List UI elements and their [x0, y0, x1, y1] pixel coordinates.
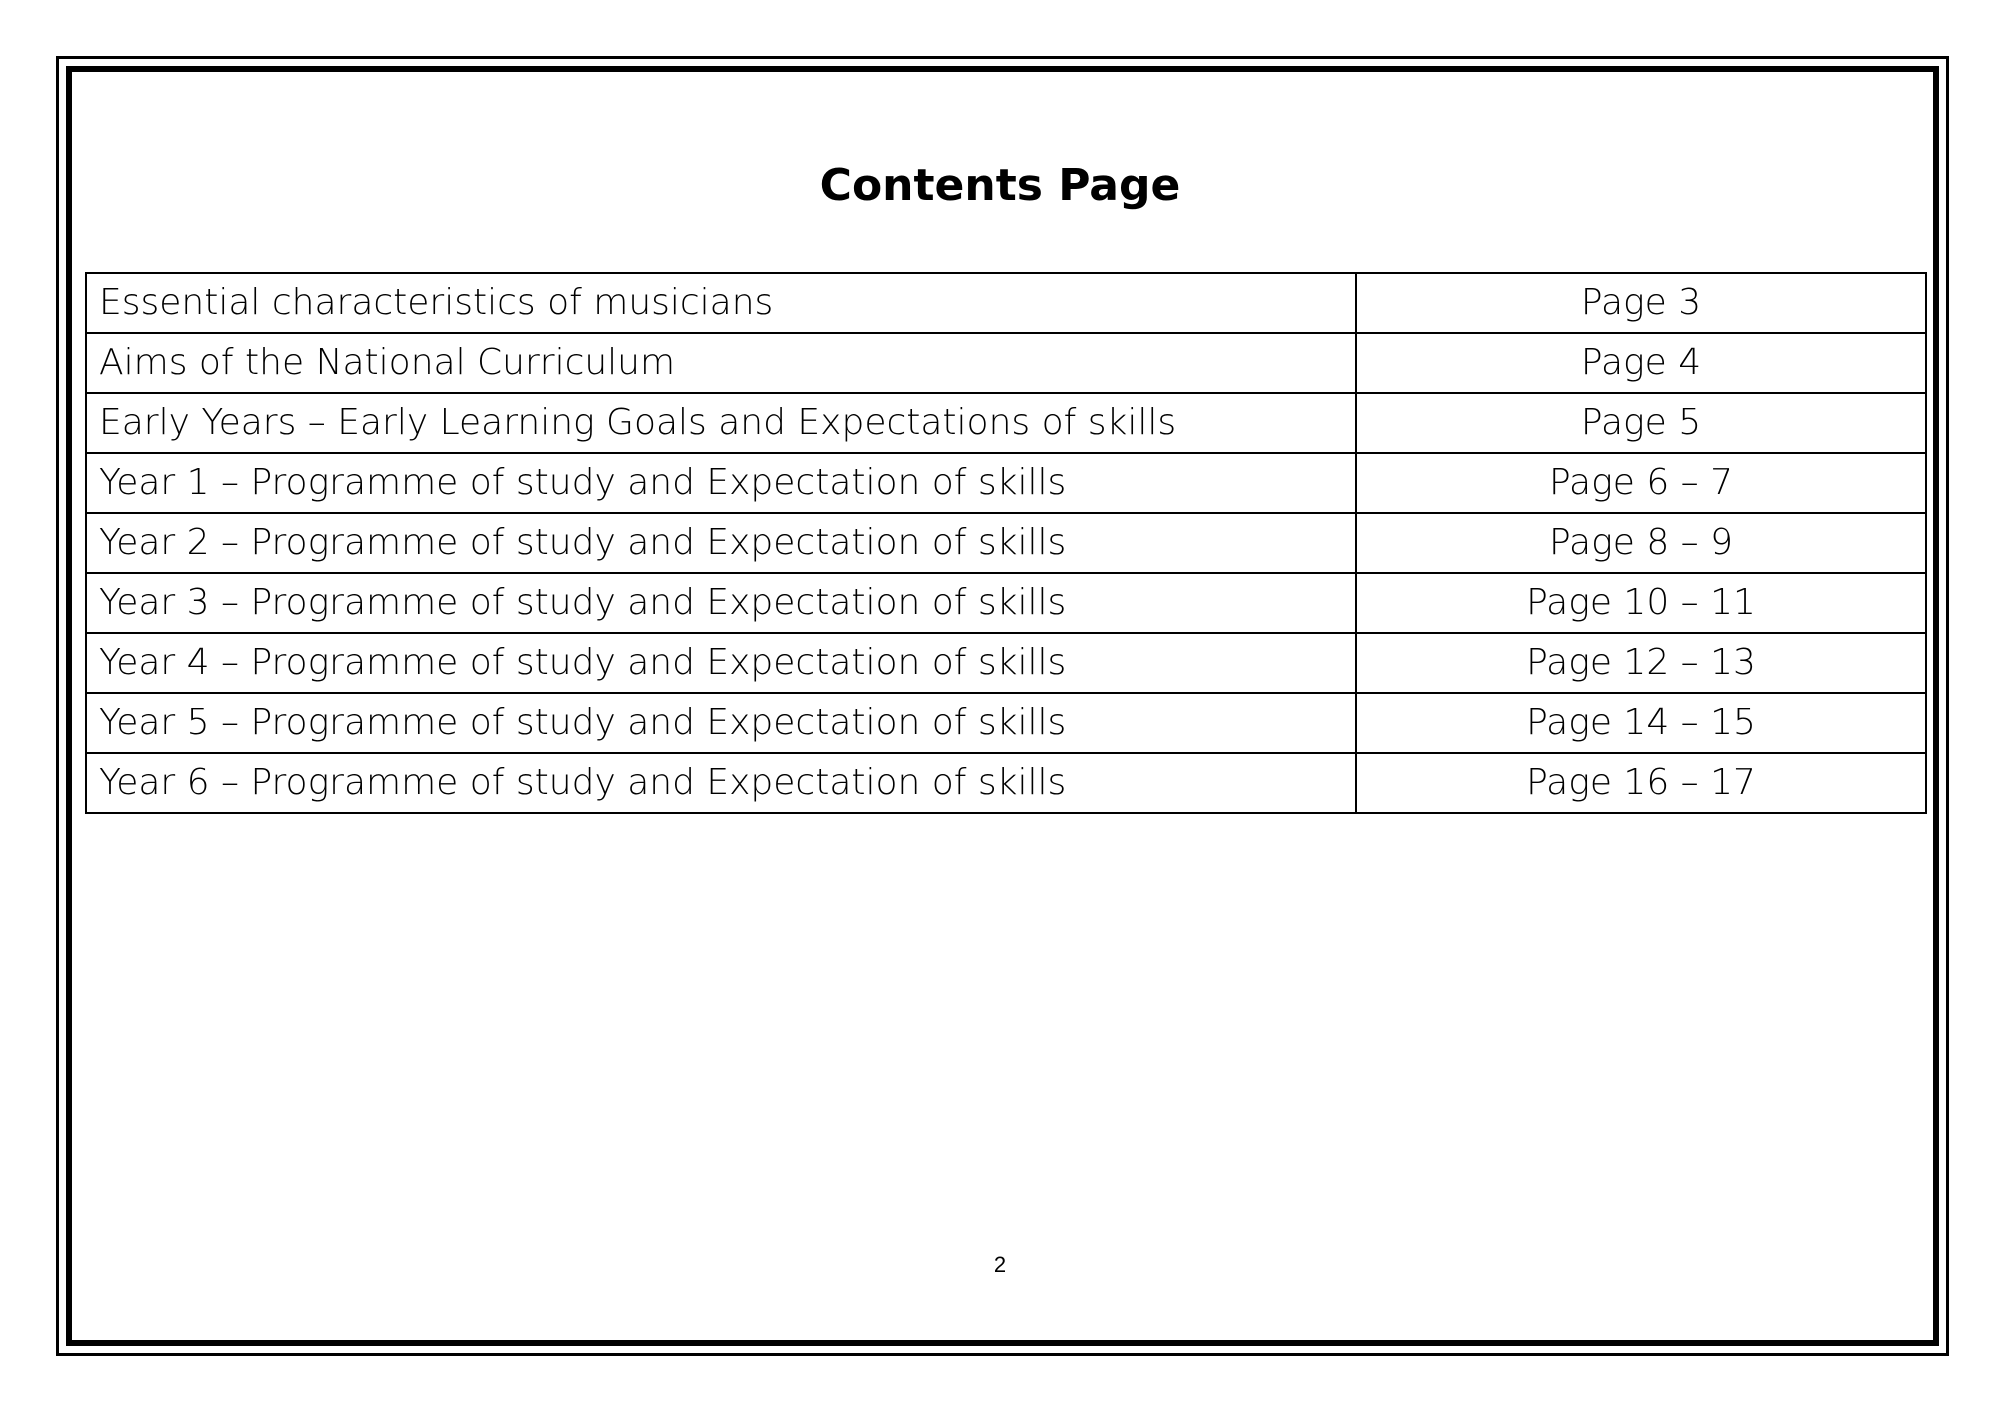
page-title: Contents Page [819, 160, 1181, 211]
section-title: Year 5 – Programme of study and Expectation of skills [86, 693, 1356, 753]
page-reference: Page 8 – 9 [1356, 513, 1926, 573]
page-reference: Page 5 [1356, 393, 1926, 453]
table-row [86, 393, 1926, 453]
table-row [86, 633, 1926, 693]
page-reference: Page 16 – 17 [1356, 753, 1926, 813]
page-reference: Page 3 [1356, 273, 1926, 333]
table-row [86, 333, 1926, 393]
table-row [86, 573, 1926, 633]
page-number: 2 [993, 1252, 1007, 1277]
page-reference: Page 6 – 7 [1356, 453, 1926, 513]
table-row [86, 753, 1926, 813]
page-reference: Page 4 [1356, 333, 1926, 393]
table-row [86, 453, 1926, 513]
table-row [86, 693, 1926, 753]
section-title: Year 3 – Programme of study and Expectation of skills [86, 573, 1356, 633]
page-reference: Page 14 – 15 [1356, 693, 1926, 753]
table-row [86, 273, 1926, 333]
section-title: Year 1 – Programme of study and Expectation of skills [86, 453, 1356, 513]
section-title: Aims of the National Curriculum [86, 333, 1356, 393]
page-reference: Page 12 – 13 [1356, 633, 1926, 693]
page-reference: Page 10 – 11 [1356, 573, 1926, 633]
section-title: Year 6 – Programme of study and Expectation of skills [86, 753, 1356, 813]
contents-table [85, 272, 1927, 814]
section-title: Early Years – Early Learning Goals and Expectations of skills [86, 393, 1356, 453]
section-title: Year 2 – Programme of study and Expectation of skills [86, 513, 1356, 573]
section-title: Year 4 – Programme of study and Expectation of skills [86, 633, 1356, 693]
table-row [86, 513, 1926, 573]
section-title: Essential characteristics of musicians [86, 273, 1356, 333]
